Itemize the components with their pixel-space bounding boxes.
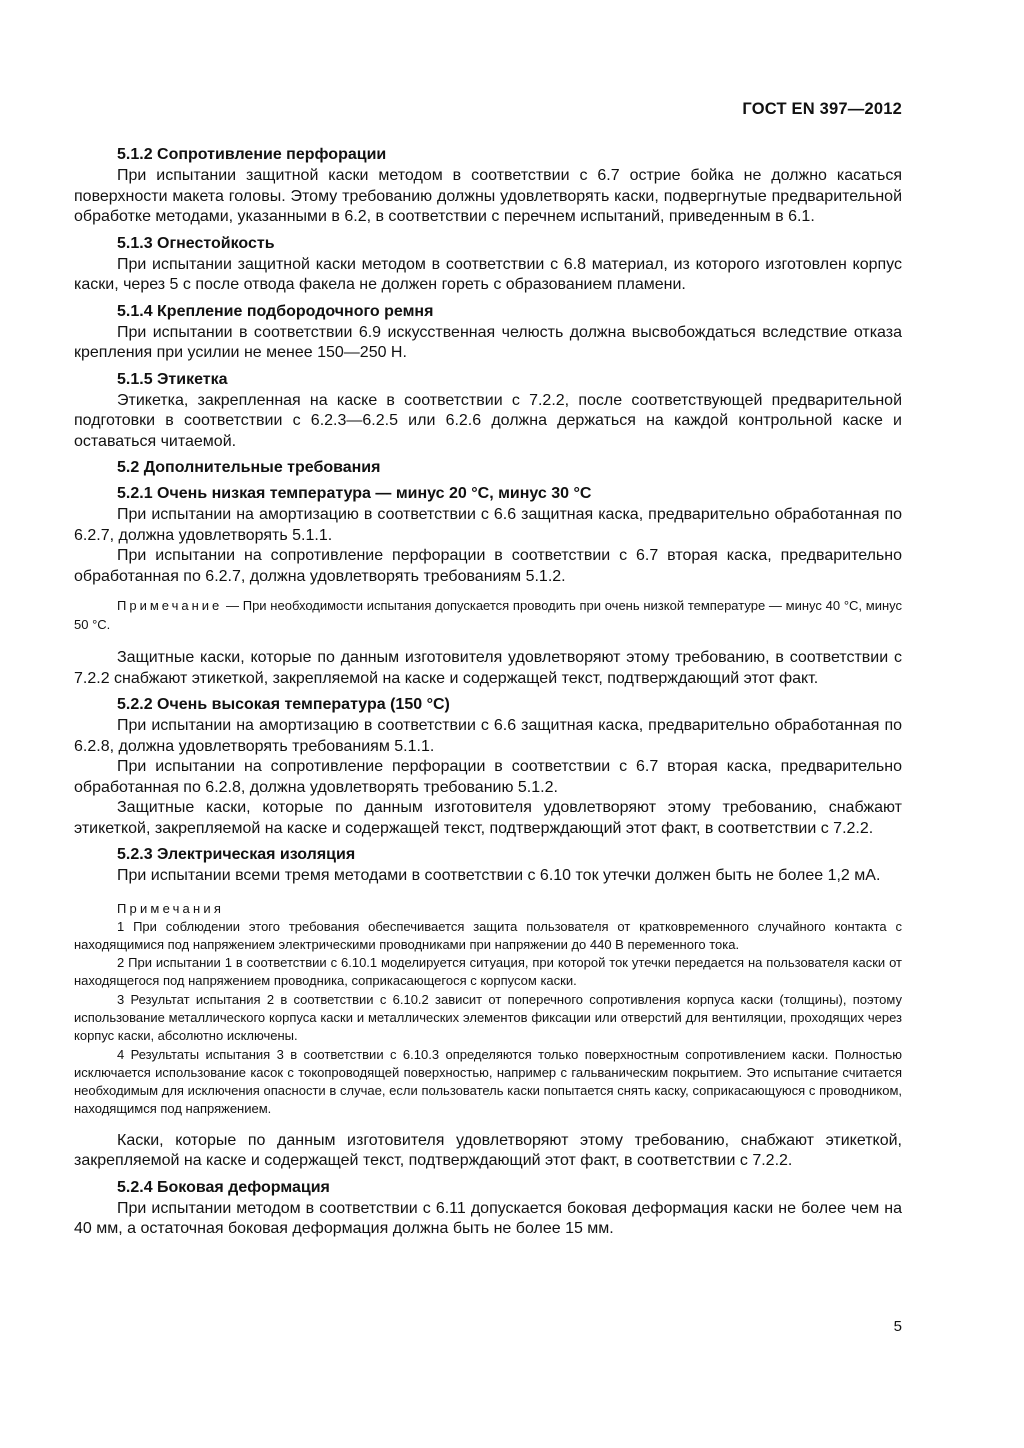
heading-5-2-4: 5.2.4 Боковая деформация — [117, 1178, 330, 1196]
paragraph: При испытании защитной каски методом в соответствии с 6.8 материал, из которого изготовлен корпус каски, через 5 с после отвода факела не должен гореть с образованием пламени. — [74, 255, 902, 293]
note — [74, 597, 902, 634]
heading-5-2-2: 5.2.2 Очень высокая температура (150 °С) — [117, 696, 450, 713]
notes-title: Примечания — [117, 900, 225, 916]
heading-5-1-5: 5.1.5 Этикетка — [117, 370, 228, 388]
heading-5-1-3: 5.1.3 Огнестойкость — [117, 234, 275, 252]
note-item: 1 При соблюдении этого требования обеспечивается защита пользователя от кратковременного случайного контакта с находящимися под напряжением электрическими проводниками при напряжении до 440 В переменного тока. — [74, 918, 902, 952]
heading-5-2-3: 5.2.3 Электрическая изоляция — [117, 846, 356, 863]
page-content — [74, 145, 902, 1240]
paragraph: При испытании в соответствии 6.9 искусственная челюсть должна высвобождаться вследствие отказа крепления при усилии не менее 150—250 Н. — [74, 323, 902, 361]
paragraph: Этикетка, закрепленная на каске в соответствии с 7.2.2, после соответствующей предварительной подготовки в соответствии с 6.2.3—6.2.5 или 6.2.6 должна держаться на каждой контрольной каске и оставаться читаемой. — [74, 391, 902, 450]
note-label: Примечание — [117, 598, 223, 613]
paragraph: При испытании на сопротивление перфорации в соответствии с 6.7 вторая каска, предварительно обработанная по 6.2.8, должна удовлетворять требованию 5.1.2. — [74, 758, 902, 796]
note-text: — При необходимости испытания допускается проводить при очень низкой температуре — минус 40 °С, минус 50 °С. — [74, 598, 902, 632]
note-item: 2 При испытании 1 в соответствии с 6.10.1 моделируется ситуация, при которой ток утечки передается на пользователя каски от находящегося под напряжением проводника, соприкасающегося с корпусом каски. — [74, 955, 902, 989]
heading-5-1-4: 5.1.4 Крепление подбородочного ремня — [117, 302, 434, 320]
note-item: 3 Результат испытания 2 в соответствии с 6.10.2 зависит от поперечного сопротивления корпуса каски (толщины), поэтому использование металлического корпуса каски и металлических элементов фиксации или отверстий для вентиляции, проходящих через корпус каски, абсолютно исключены. — [74, 991, 902, 1044]
heading-5-2-1: 5.2.1 Очень низкая температура — минус 20 °С, минус 30 °С — [117, 485, 592, 502]
paragraph: При испытании на амортизацию в соответствии с 6.6 защитная каска, предварительно обработанная по 6.2.7, должна удовлетворять 5.1.1. — [74, 506, 902, 544]
note-item: 4 Результаты испытания 3 в соответствии с 6.10.3 определяются только поверхностным сопротивлением каски. Полностью исключается использование касок с токопроводящей поверхностью, например с гальваническим покрытием. Это испытание считается необходимым для исключения опасности в случае, если пользователь каски попытается снять каску, соприкасающуюся с проводником, находящимся под напряжением. — [74, 1046, 902, 1117]
notes-block — [74, 899, 902, 1119]
paragraph: При испытании на амортизацию в соответствии с 6.6 защитная каска, предварительно обработанная по 6.2.8, должна удовлетворять требованиям 5.1.1. — [74, 717, 902, 755]
paragraph: Каски, которые по данным изготовителя удовлетворяют этому требованию, снабжают этикеткой, закрепляемой на каске и содержащей текст, подтверждающий этот факт, в соответствии с 7.2.2. — [74, 1131, 902, 1170]
paragraph: Защитные каски, которые по данным изготовителя удовлетворяют этому требованию, снабжают этикеткой, закрепляемой на каске и содержащей текст, подтверждающий этот факт, в соответствии с 7.2.2. — [74, 799, 902, 837]
paragraph: Защитные каски, которые по данным изготовителя удовлетворяют этому требованию, в соответствии с 7.2.2 снабжают этикеткой, закрепляемой на каске и содержащей текст, подтверждающий этот факт. — [74, 649, 902, 687]
paragraph: При испытании на сопротивление перфорации в соответствии с 6.7 вторая каска, предварительно обработанная по 6.2.7, должна удовлетворять требованиям 5.1.2. — [74, 547, 902, 585]
heading-5-2: 5.2 Дополнительные требования — [117, 459, 381, 476]
paragraph: При испытании методом в соответствии с 6.11 допускается боковая деформация каски не более чем на 40 мм, а остаточная боковая деформация должна быть не более 15 мм. — [74, 1199, 902, 1238]
document-code: ГОСТ EN 397—2012 — [742, 100, 902, 118]
page-number: 5 — [893, 1318, 902, 1335]
paragraph: При испытании всеми тремя методами в соответствии с 6.10 ток утечки должен быть не более 1,2 мА. — [117, 867, 881, 884]
heading-5-1-2: 5.1.2 Сопротивление перфорации — [117, 146, 387, 163]
paragraph: При испытании защитной каски методом в соответствии с 6.7 острие бойка не должно касаться поверхности макета головы. Этому требованию должны удовлетворять каски, подвергнутые предварительной обработке методами, указанными в 6.2, в соответствии с перечнем испытаний, приведенным в 6.1. — [74, 167, 902, 225]
